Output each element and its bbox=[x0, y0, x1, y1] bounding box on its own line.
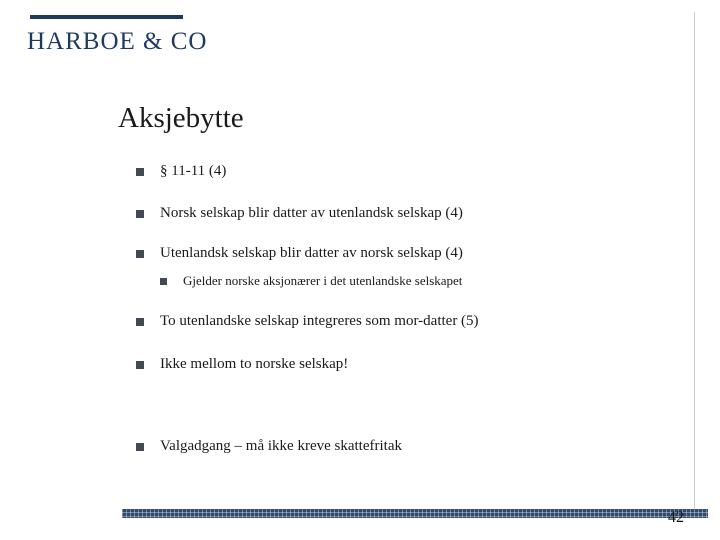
footer-bar bbox=[122, 509, 708, 518]
slide-title: Aksjebytte bbox=[118, 102, 244, 134]
bullet-text: To utenlandske selskap integreres som mor-datter (5) bbox=[160, 313, 479, 329]
list-item bbox=[136, 245, 463, 262]
square-bullet-icon bbox=[136, 443, 144, 451]
square-bullet-icon bbox=[136, 168, 144, 176]
list-item bbox=[136, 438, 402, 455]
bullet-text: § 11-11 (4) bbox=[160, 163, 227, 179]
list-item bbox=[136, 356, 348, 373]
square-bullet-icon bbox=[136, 210, 144, 218]
square-bullet-icon bbox=[136, 361, 144, 369]
list-item bbox=[136, 205, 463, 222]
bullet-text: Utenlandsk selskap blir datter av norsk selskap (4) bbox=[160, 245, 463, 261]
list-item bbox=[136, 313, 479, 330]
square-bullet-icon bbox=[136, 250, 144, 258]
list-item bbox=[136, 163, 226, 180]
bullet-text: Gjelder norske aksjonærer i det utenlandske selskapet bbox=[183, 273, 463, 288]
square-bullet-icon bbox=[136, 318, 144, 326]
list-item bbox=[160, 273, 462, 289]
bullet-text: Valgadgang – må ikke kreve skattefritak bbox=[160, 438, 402, 454]
company-logo: HARBOE & CO bbox=[27, 28, 208, 55]
page-number: 42 bbox=[668, 509, 684, 526]
bullet-text: Ikke mellom to norske selskap! bbox=[160, 356, 349, 372]
bullet-text: Norsk selskap blir datter av utenlandsk selskap (4) bbox=[160, 205, 463, 221]
square-bullet-icon bbox=[160, 278, 167, 285]
